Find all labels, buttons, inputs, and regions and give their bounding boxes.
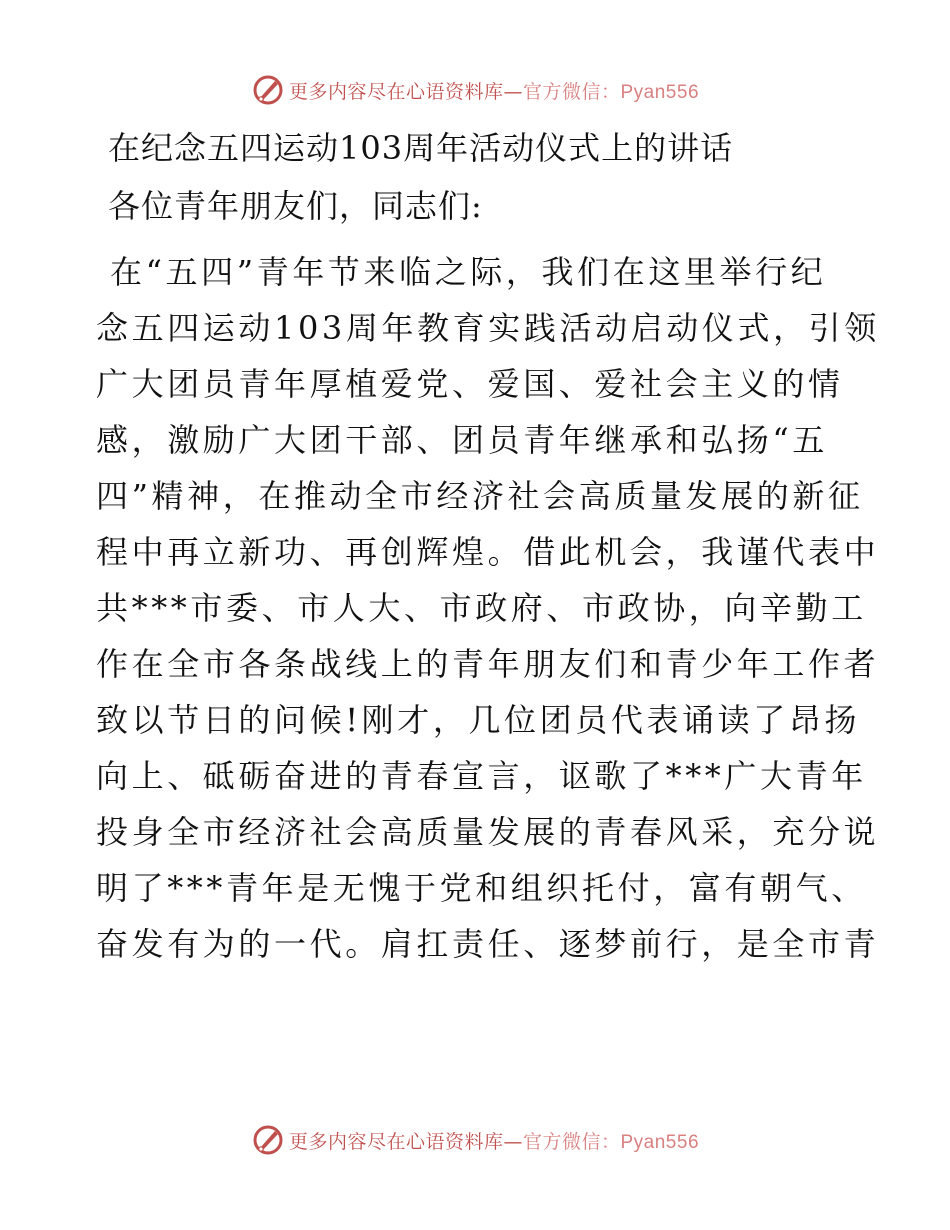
wechat-id: 官方微信：Pyan556 [523,1131,700,1153]
site-name: 更多内容尽在心语资料库 [288,1130,504,1153]
paragraph-line: 明了***青年是无愧于党和组织托付，富有朝气、 [96,869,867,907]
paragraph-line: 共***市委、市人大、市政府、市政协，向辛勤工 [96,589,867,627]
document-title: 在纪念五四运动103周年活动仪式上的讲话 [108,129,734,167]
watermark-text [289,77,699,104]
paragraph-line: 感，激励广大团干部、团员青年继承和弘扬“五 [96,421,828,459]
header-watermark [0,70,950,110]
paragraph-line: 四”精神，在推动全市经济社会高质量发展的新征 [96,477,864,515]
paragraph-line: 广大团员青年厚植爱党、爱国、爱社会主义的情 [96,365,844,403]
paragraph-line: 投身全市经济社会高质量发展的青春风采，充分说 [96,813,880,851]
paragraph-line: 作在全市各条战线上的青年朋友们和青少年工作者 [96,645,880,683]
watermark-text [289,1127,699,1154]
pen-circle-logo-icon [251,1123,285,1157]
separator: — [503,80,523,103]
paragraph-line: 向上、砥砺奋进的青春宣言，讴歌了***广大青年 [96,757,867,795]
salutation: 各位青年朋友们，同志们: [108,187,483,225]
separator: — [503,1130,523,1153]
paragraph-line: 念五四运动103周年教育实践活动启动仪式，引领 [96,309,880,347]
wechat-id: 官方微信：Pyan556 [523,81,700,103]
paragraph-line: 在“五四”青年节来临之际，我们在这里举行纪 [110,253,827,291]
document-body [96,122,880,972]
paragraph-line: 程中再立新功、再创辉煌。借此机会，我谨代表中 [96,533,880,571]
paragraph [96,244,880,972]
paragraph-line: 奋发有为的一代。肩扛责任、逐梦前行，是全市青 [96,925,880,963]
footer-watermark [0,1120,950,1160]
paragraph-line: 致以节日的问候!刚才，几位团员代表诵读了昂扬 [96,701,861,739]
pen-circle-logo-icon [251,73,285,107]
site-name: 更多内容尽在心语资料库 [288,80,504,103]
